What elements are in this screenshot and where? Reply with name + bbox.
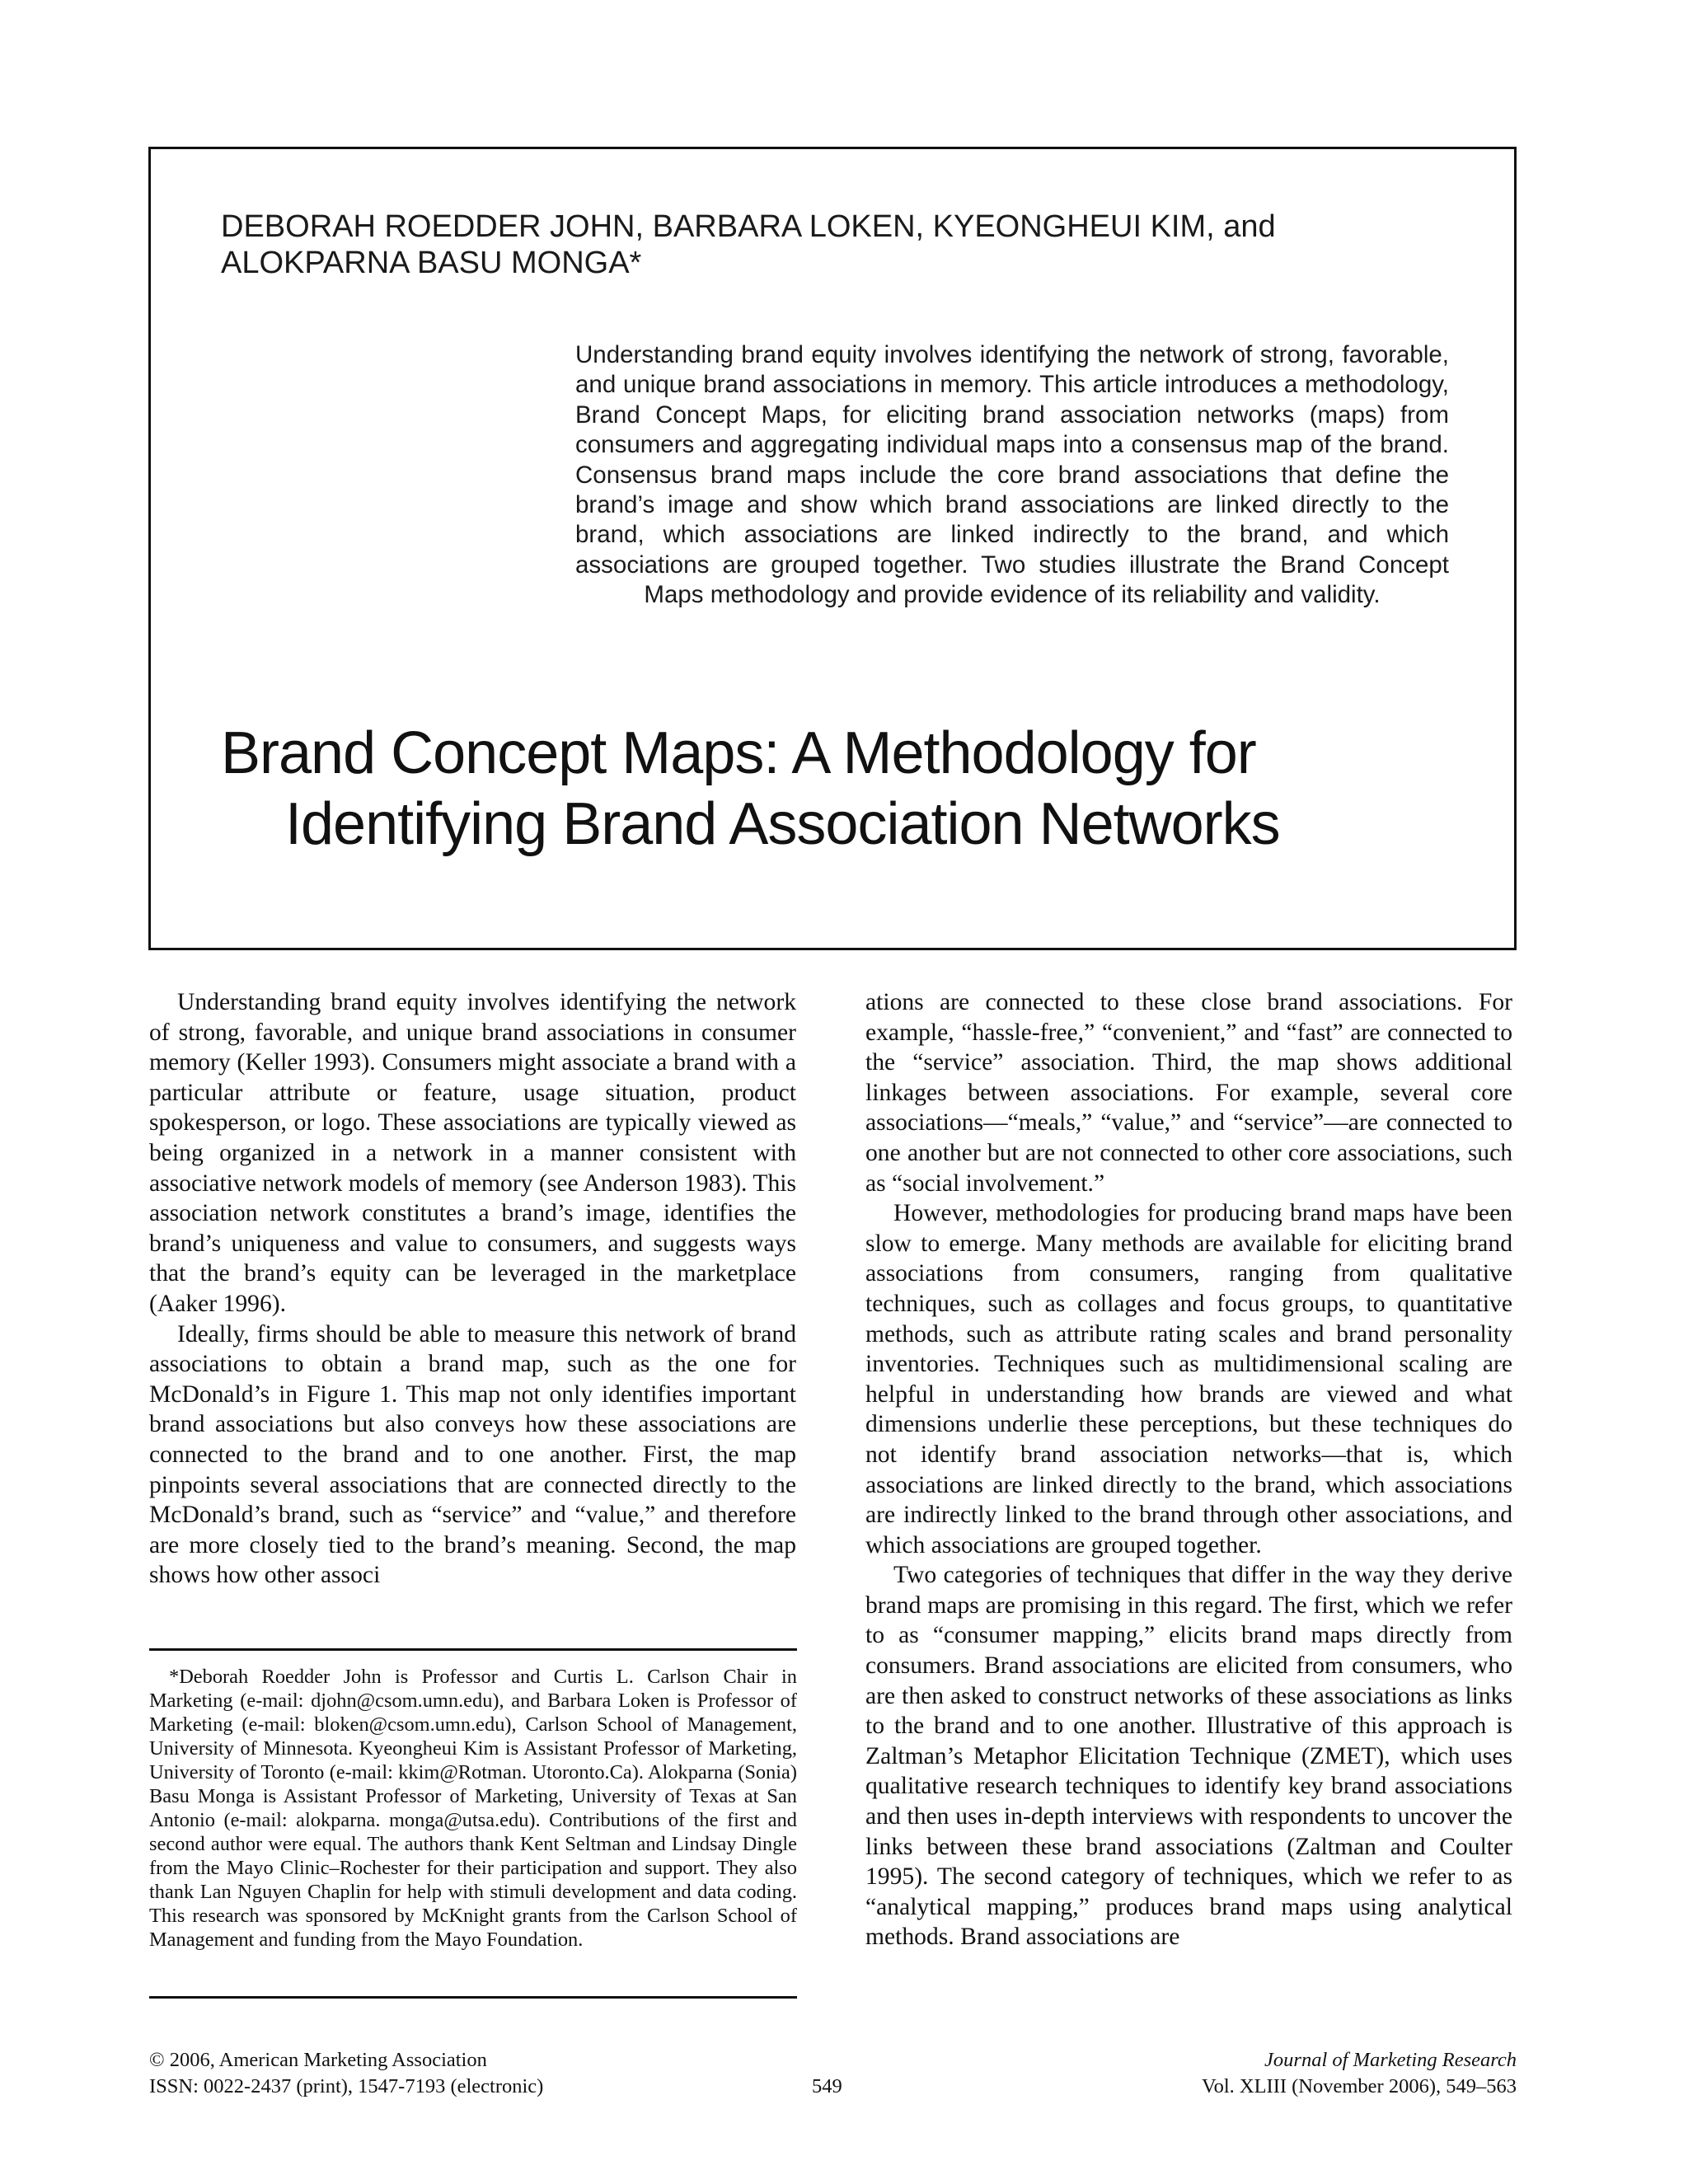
body-paragraph: Two categories of techniques that differ in the way they derive brand maps are promising in this regard. The first, which we refer to as “consumer mapping,” elicits brand maps directly from consumers. Brand associations are elicited from consumers, who are then asked to construct networks of these associations as links to the brand and to one another. Illustrative of this approach is Zaltman’s Metaphor Elicitation Technique (ZMET), which uses qualitative research techniques to identify key brand associations and then uses in-depth interviews with respondents to uncover the links between these brand associations (Zaltman and Coulter 1995). The second category of techniques, which we refer to as “analytical mapping,” produces brand maps using analytical methods. Brand associations are bbox=[865, 1562, 1512, 1951]
copyright-line: © 2006, American Marketing Association bbox=[149, 2049, 487, 2071]
footer-left bbox=[149, 2047, 543, 2100]
body-paragraph: Ideally, firms should be able to measure this network of brand associations to obtain a brand map, such as the one for McDonald’s in Figure 1. This map not only identifies important brand associations but also conveys how these associations are connected to the brand and to one another. First, the map pinpoints several associations that are connected directly to the McDonald’s brand, such as “service” and “value,” and therefore are more closely tied to the brand’s meaning. Second, the map shows how other associ bbox=[149, 1320, 796, 1589]
title-line-1: Brand Concept Maps: A Methodology for bbox=[221, 720, 1256, 786]
body-paragraph: However, methodologies for producing brand maps have been slow to emerge. Many methods are available for eliciting brand associations from consumers, ranging from qualitative techniques, such as collages and focus groups, to quantitative methods, such as attribute rating scales and brand personality inventories. Techniques such as multidimensional scaling are helpful in understanding how brands are viewed and what dimensions underlie these perceptions, but these techniques do not identify brand association networks—that is, which associations are linked directly to the brand, which associations are indirectly linked to the brand through other associations, and which associations are grouped together. bbox=[865, 1200, 1512, 1558]
footer-right bbox=[1202, 2047, 1517, 2100]
body-paragraph: ations are connected to these close brand associations. For example, “hassle-free,” “convenient,” and “fast” are connected to the “service” association. Third, the map shows additional linkages between associations. For example, several core associations—“meals,” “value,” and “service”—are connected to one another but are not connected to other core associations, such as “social involvement.” bbox=[865, 989, 1512, 1197]
footnote-rule-top bbox=[149, 1648, 797, 1651]
title-line-2: Identifying Brand Association Networks bbox=[285, 791, 1280, 857]
volume-line: Vol. XLIII (November 2006), 549–563 bbox=[1202, 2075, 1517, 2097]
abstract-text: Understanding brand equity involves identifying the network of strong, favorable, and unique brand associations in memory. This article introduces a methodology, Brand Concept Maps, for eliciting brand association networks (maps) from consumers and aggregating individual maps into a consensus map of the brand. Consensus brand maps include the core brand associations that define the brand’s image and show which brand associations are linked directly to the brand, which associations are linked indirectly to the brand, and which associations are grouped together. Two studies illustrate the Brand Concept Maps methodology and provide evidence of its reliability and validity. bbox=[575, 341, 1449, 609]
author-footnote: *Deborah Roedder John is Professor and Curtis L. Carlson Chair in Marketing (e-mail: djohn@csom.umn.edu), and Barbara Loken is Professor of Marketing (e-mail: bloken@csom.umn.edu), Carlson School of Management, University of Minnesota. Kyeongheui Kim is Assistant Professor of Marketing, University of Toronto (e-mail: kkim@Rotman. Utoronto.Ca). Alokparna (Sonia) Basu Monga is Assistant Professor of Marketing, University of Texas at San Antonio (e-mail: alokparna. monga@utsa.edu). Contributions of the first and second author were equal. The authors thank Kent Seltman and Lindsay Dingle from the Mayo Clinic–Rochester for their participation and support. They also thank Lan Nguyen Chaplin for help with stimuli development and data coding. This research was sponsored by McKnight grants from the Carlson School of Management and funding from the Mayo Foundation. bbox=[149, 1666, 797, 1951]
page-number: 549 bbox=[812, 2075, 842, 2097]
body-column-right bbox=[865, 987, 1512, 1952]
journal-name: Journal of Marketing Research bbox=[1264, 2049, 1517, 2071]
body-column-left bbox=[149, 987, 796, 1591]
issn-line: ISSN: 0022-2437 (print), 1547-7193 (electronic) bbox=[149, 2075, 544, 2097]
article-title bbox=[221, 718, 1490, 860]
footnote-rule-bottom bbox=[149, 1996, 797, 1999]
body-paragraph: Understanding brand equity involves identifying the network of strong, favorable, and unique brand associations in consumer memory (Keller 1993). Consumers might associate a brand with a particular attribute or feature, usage situation, product spokesperson, or logo. These associations are typically viewed as being organized in a network in a manner consistent with associative network models of memory (see Anderson 1983). This association network constitutes a brand’s image, identifies the brand’s uniqueness and value to consumers, and suggests ways that the brand’s equity can be leveraged in the marketplace (Aaker 1996). bbox=[149, 989, 796, 1317]
abstract-box bbox=[148, 147, 1517, 950]
author-list: DEBORAH ROEDDER JOHN, BARBARA LOKEN, KYEONGHEUI KIM, and ALOKPARNA BASU MONGA* bbox=[221, 209, 1276, 280]
